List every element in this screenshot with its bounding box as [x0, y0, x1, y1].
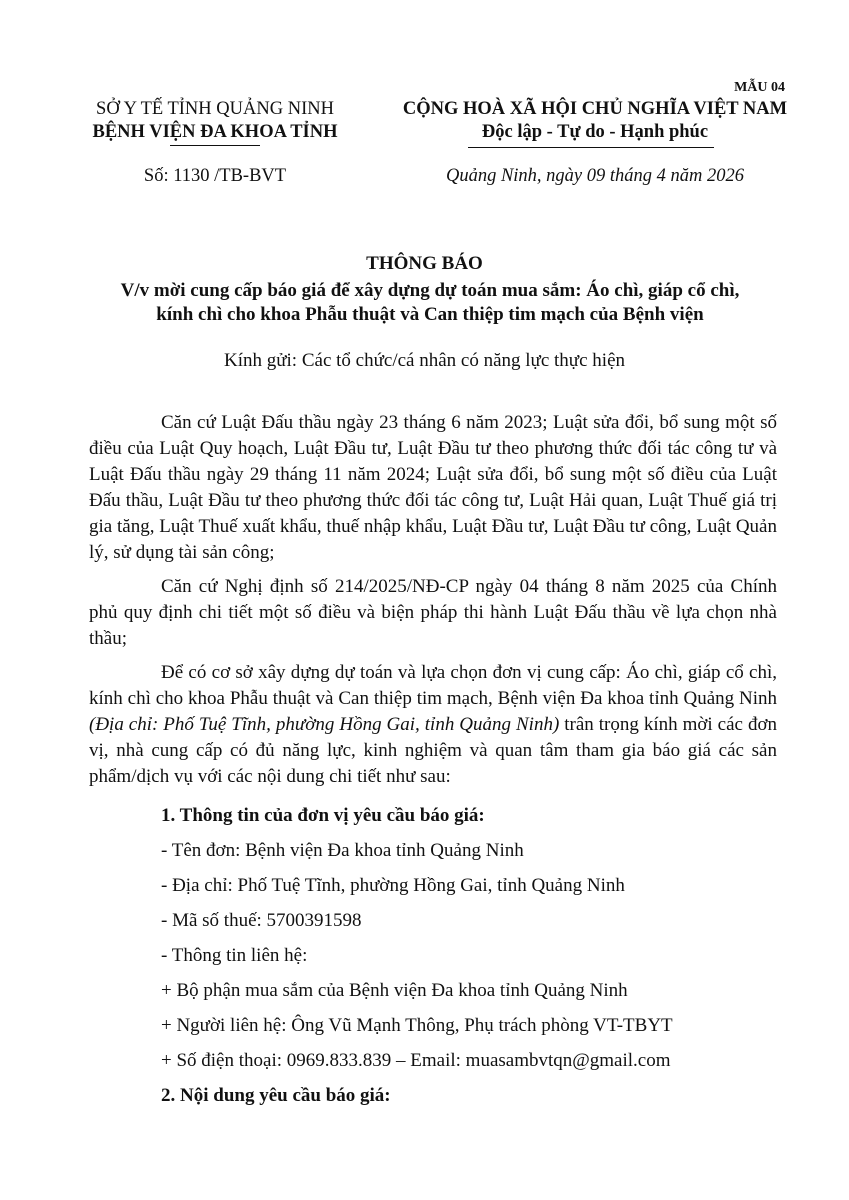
authority-org: SỞ Y TẾ TỈNH QUẢNG NINH — [96, 99, 334, 119]
list-item-address: - Địa chỉ: Phố Tuệ Tĩnh, phường Hồng Gai, tỉnh Quảng Ninh — [161, 875, 625, 896]
subject-line-2: kính chì cho khoa Phẫu thuật và Can thiệp tim mạch của Bệnh viện — [156, 304, 704, 325]
nation-name: CỘNG HOÀ XÃ HỘI CHỦ NGHĨA VIỆT NAM — [402, 99, 788, 119]
issuing-authority — [90, 98, 340, 144]
list-item-tax-code: - Mã số thuế: 5700391598 — [161, 910, 362, 931]
document-subject — [100, 279, 760, 327]
document-title: THÔNG BÁO — [366, 253, 483, 274]
list-item-purchasing-dept: + Bộ phận mua sắm của Bệnh viện Đa khoa tỉnh Quảng Ninh — [161, 980, 628, 1001]
list-item-contact-person: + Người liên hệ: Ông Vũ Mạnh Thông, Phụ trách phòng VT-TBYT — [161, 1015, 673, 1036]
national-motto: Độc lập - Tự do - Hạnh phúc — [481, 122, 709, 142]
recipient-line: Kính gửi: Các tổ chức/cá nhân có năng lực thực hiện — [223, 350, 625, 371]
paragraph-legal-basis-1: Căn cứ Luật Đấu thầu ngày 23 tháng 6 năm 2023; Luật sửa đổi, bổ sung một số điều của Luật Quy hoạch, Luật Đầu tư, Luật Đầu tư theo phương thức đối tác công tư và Luật Đấu thầu ngày 29 tháng 11 năm 2024; Luật sửa đổi, bổ sung một số điều của Luật Đấu thầu, Luật Đầu tư theo phương thức đối tác công tư, Luật Hải quan, Luật Thuế giá trị gia tăng, Luật Thuế xuất khẩu, thuế nhập khẩu, Luật Đầu tư, Luật Đầu tư công, Luật Quản lý, sử dụng tài sản công; — [89, 412, 777, 563]
invitation-address: (Địa chỉ: Phố Tuệ Tĩnh, phường Hồng Gai, tỉnh Quảng Ninh) — [89, 714, 560, 735]
subject-line-1: V/v mời cung cấp báo giá để xây dựng dự toán mua sắm: Áo chì, giáp cổ chì, — [120, 280, 740, 301]
authority-unit: BỆNH VIỆN ĐA KHOA TỈNH — [92, 122, 338, 142]
list-item-phone-email: + Số điện thoại: 0969.833.839 – Email: muasambvtqn@gmail.com — [161, 1050, 671, 1071]
motto-underline — [468, 147, 714, 148]
section-1-heading: 1. Thông tin của đơn vị yêu cầu báo giá: — [161, 805, 485, 826]
paragraph-legal-basis-2: Căn cứ Nghị định số 214/2025/NĐ-CP ngày 04 tháng 8 năm 2025 của Chính phủ quy định chi tiết một số điều và biện pháp thi hành Luật Đấu thầu về lựa chọn nhà thầu; — [89, 576, 777, 649]
form-code: MẪU 04 — [734, 80, 785, 95]
document-date: Quảng Ninh, ngày 09 tháng 4 năm 2026 — [445, 166, 745, 186]
national-header — [385, 98, 805, 144]
authority-underline — [170, 145, 260, 146]
invitation-text-b: trân trọng kính mời các đơn vị, nhà cung cấp có đủ năng lực, kinh nghiệm và quan tâm tham gia báo giá các sản phẩm/dịch vụ với các nội dung chi tiết như sau: — [89, 714, 777, 787]
section-2-heading: 2. Nội dung yêu cầu báo giá: — [161, 1085, 391, 1106]
list-item-contact-info: - Thông tin liên hệ: — [161, 945, 308, 966]
paragraph-invitation — [89, 660, 777, 790]
list-item-unit-name: - Tên đơn: Bệnh viện Đa khoa tỉnh Quảng Ninh — [161, 840, 524, 861]
document-body — [89, 410, 777, 1113]
invitation-text-a: Để có cơ sở xây dựng dự toán và lựa chọn đơn vị cung cấp: Áo chì, giáp cổ chì, kính chì cho khoa Phẫu thuật và Can thiệp tim mạch, Bệnh viện Đa khoa tỉnh Quảng Ninh — [89, 662, 777, 709]
document-number: Số: 1130 /TB-BVT — [143, 166, 287, 186]
